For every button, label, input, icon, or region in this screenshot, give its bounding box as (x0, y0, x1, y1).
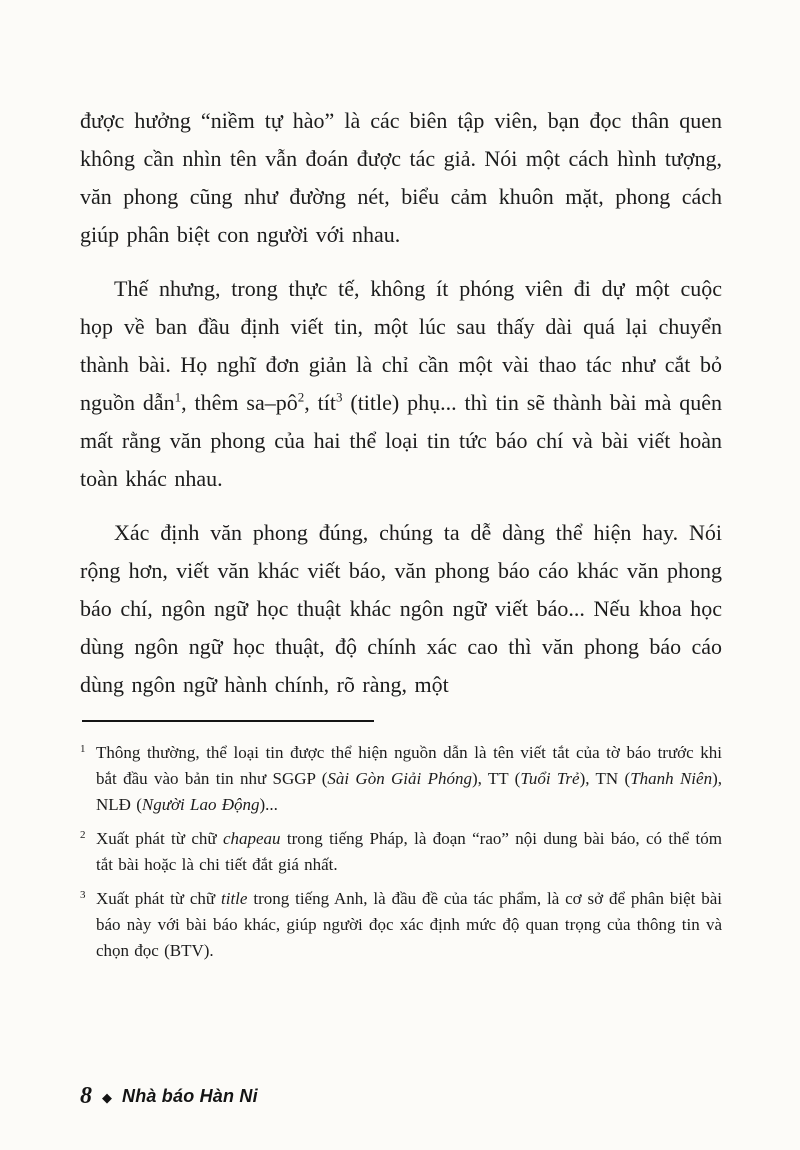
paragraph-2-text: , thêm sa–pô (181, 390, 298, 415)
footnote-3-text (96, 886, 722, 964)
footnote-2-segment: trong tiếng Pháp, là đoạn “rao” nội dung bài báo, có thể tóm tắt bài hoặc là chi tiết đắt giá nhất. (96, 829, 722, 874)
footnote-ref-2: 2 (297, 389, 305, 405)
footnote-1-segment: ), NLĐ ( (96, 769, 722, 814)
page-body (80, 102, 722, 704)
paragraph-2-text: (title) phụ... thì tin sẽ thành bài mà quên mất rằng văn phong của hai thể loại tin tức báo chí và bài viết hoàn toàn khác nhau. (80, 390, 722, 491)
footnote-1-segment: ), TN ( (579, 769, 631, 788)
footnote-1-marker: 1 (80, 743, 86, 755)
footnote-3-segment-italic: title (221, 889, 248, 908)
footnote-1 (80, 740, 722, 818)
footnote-2-segment: Xuất phát từ chữ (96, 829, 223, 848)
footnote-1-segment-italic: Người Lao Động (141, 795, 260, 814)
paragraph-2 (80, 270, 722, 498)
footnote-ref-1: 1 (174, 389, 182, 405)
paragraph-1 (80, 102, 722, 254)
paragraph-2-text: , tít (304, 390, 336, 415)
footnote-1-segment: )... (259, 795, 278, 814)
paragraph-1-text: được hưởng “niềm tự hào” là các biên tập viên, bạn đọc thân quen không cần nhìn tên vẫn đoán được tác giả. Nói một cách hình tượng, văn phong cũng như đường nét, biểu cảm khuôn mặt, phong cách giúp phân biệt con người với nhau. (80, 108, 722, 247)
footnote-3-segment: Xuất phát từ chữ (96, 889, 222, 908)
footnotes-section (80, 740, 722, 964)
page-number: 8 (80, 1083, 92, 1109)
footnote-separator (82, 720, 374, 722)
footnote-1-text (96, 740, 722, 818)
diamond-icon: ◆ (102, 1089, 112, 1105)
footnote-1-segment-italic: Thanh Niên (630, 769, 713, 788)
footnote-ref-3: 3 (335, 389, 343, 405)
footnote-1-segment-italic: Tuổi Trẻ (520, 769, 580, 788)
paragraph-3 (80, 514, 722, 704)
page-footer (80, 1083, 258, 1110)
footnote-1-segment: ), TT ( (471, 769, 521, 788)
footnote-3-marker: 3 (80, 889, 86, 901)
footnote-3-segment: trong tiếng Anh, là đầu đề của tác phẩm, là cơ sở để phân biệt bài báo này với bài báo khác, giúp người đọc xác định mức độ quan trọng của thông tin và chọn đọc (BTV). (96, 889, 722, 960)
footnote-2-segment-italic: chapeau (222, 829, 281, 848)
paragraph-2-text: Thế nhưng, trong thực tế, không ít phóng viên đi dự một cuộc họp về ban đầu định viết tin, một lúc sau thấy dài quá lại chuyển thành bài. Họ nghĩ đơn giản là chỉ cần một vài thao tác như cắt bỏ nguồn dẫn (80, 276, 722, 415)
footnote-1-segment-italic: Sài Gòn Giải Phóng (327, 769, 472, 788)
footnote-2 (80, 826, 722, 878)
paragraph-3-text: Xác định văn phong đúng, chúng ta dễ dàng thể hiện hay. Nói rộng hơn, viết văn khác viết báo, văn phong báo cáo khác văn phong báo chí, ngôn ngữ học thuật khác ngôn ngữ viết báo... Nếu khoa học dùng ngôn ngữ học thuật, độ chính xác cao thì văn phong báo cáo dùng ngôn ngữ hành chính, rõ ràng, một (80, 520, 722, 697)
footnote-2-text (96, 826, 722, 878)
footnote-2-marker: 2 (80, 829, 86, 841)
footnote-1-segment: Thông thường, thể loại tin được thể hiện nguồn dẫn là tên viết tắt của tờ báo trước khi bắt đầu vào bản tin như SGGP ( (96, 743, 722, 788)
footnote-3 (80, 886, 722, 964)
book-title: Nhà báo Hàn Ni (122, 1086, 258, 1106)
